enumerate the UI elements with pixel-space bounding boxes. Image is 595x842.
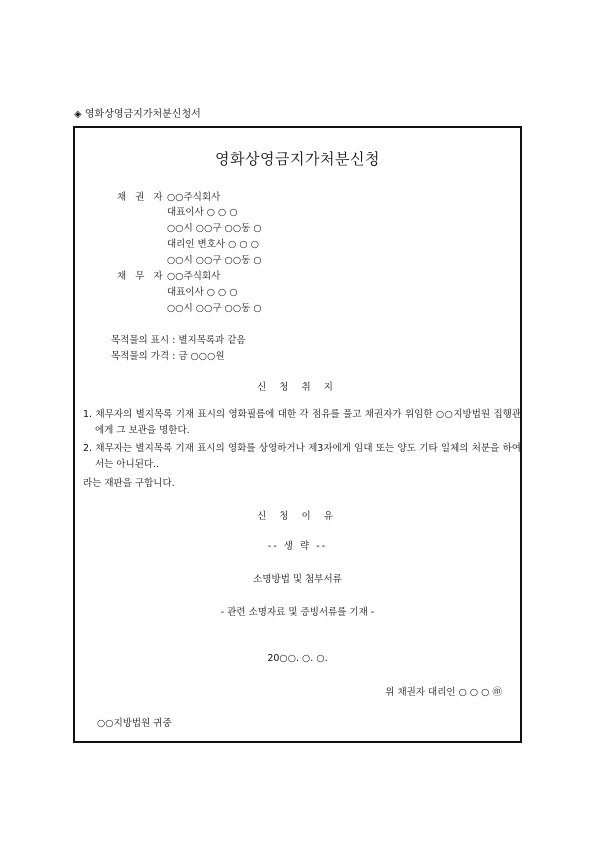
court-addressee: ○○지방법원 귀중 [97, 718, 172, 729]
creditor-representative: 대표이사 ○ ○ ○ [167, 207, 238, 218]
purpose-item-1: 1. 채무자의 별지목록 기재 표시의 영화필름에 대한 각 점유를 풀고 채권자가 위임한 ○○지방법원 집행관에게 그 보관을 명한다. [83, 409, 521, 436]
signature-line: 위 채권자 대리인 ○ ○ ○ ㊞ [385, 687, 502, 698]
creditor-company: ○○주식회사 [167, 192, 221, 203]
creditor-address: ○○시 ○○구 ○○동 ○ [167, 223, 262, 234]
debtor-representative: 대표이사 ○ ○ ○ [167, 287, 238, 298]
application-form [73, 126, 522, 743]
creditor-label: 채 권 자 [117, 192, 166, 203]
debtor-label: 채 무 자 [117, 271, 166, 282]
document-caption: ◈ 영화상영금지가처분신청서 [74, 109, 201, 120]
creditor-attorney-address: ○○시 ○○구 ○○동 ○ [167, 255, 262, 266]
creditor-attorney: 대리인 변호사 ○ ○ ○ [167, 239, 260, 250]
reason-heading: 신 청 이 유 [257, 511, 338, 522]
application-date: 20○○. ○. ○. [267, 653, 328, 664]
object-display: 목적물의 표시 : 별지목록과 같음 [111, 335, 246, 346]
reason-omitted: -- 생 략 -- [267, 541, 328, 552]
object-value: 목적물의 가격 : 금 ○○○원 [111, 351, 225, 362]
purpose-closing: 라는 재판을 구합니다. [83, 478, 175, 489]
purpose-heading: 신 청 취 지 [257, 382, 338, 393]
debtor-company: ○○주식회사 [167, 271, 221, 282]
document-title: 영화상영금지가처분신청 [215, 150, 380, 168]
evidence-heading: 소명방법 및 첨부서류 [253, 574, 342, 585]
debtor-address: ○○시 ○○구 ○○동 ○ [167, 303, 262, 314]
purpose-item-2: 2. 채무자는 별지목록 기재 표시의 영화를 상영하거나 제3자에게 임대 또는 양도 기타 일체의 처분을 하여서는 아니된다.. [83, 443, 521, 470]
evidence-note: - 관련 소명자료 및 증빙서류를 기재 - [220, 607, 375, 618]
